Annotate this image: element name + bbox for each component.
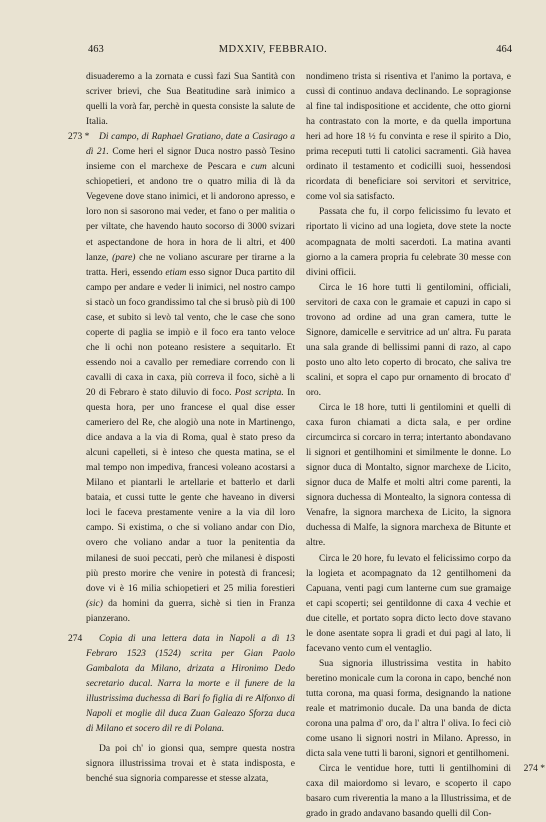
document-273-sic: (sic) <box>86 598 103 609</box>
document-274-heading-text: Copia di una lettera data in Napoli a dì 13 Febraro 1523 (1524) scrita per Gian Paolo Gambalota da Milano, drizata a Hironimo Dedo secretario ducal. Narra la morte e il funere de la illustrissima duchessa di Bari fo figlia di re Alfonxo di Napoli et moglie dil duca Zuan Galeazo Sforza duca di Milano et socero dil re di Polana. <box>86 633 295 735</box>
right-paragraph-3: Circa le 16 hore tutti li gentilomini, officiali, servitori de caxa con le gramaie et capuzi in capo si trovono ad ordine ad una gran camera, tutte le Signore, damicelle e servitrice ad un' altra. Fu parata una sala grande di bellissimi panni di razo, al capo posto uno alto leto coperto di brocato, che saliva tre scalini, et sopra el capo pur ornamento di brocato d' oro. <box>306 282 511 398</box>
document-273-pare: (pare) <box>112 252 136 263</box>
document-273-cum: cum <box>250 162 267 173</box>
margin-number-273: 273 * <box>68 132 90 143</box>
margin-number-274: 274 <box>68 633 83 644</box>
document-274-heading <box>68 632 295 737</box>
right-paragraph-6: Sua signoria illustrissima vestita in habito beretino monicale cum la corona in capo, benché non tutta corona, ma quasi forma, designando la natione reale et matrimonio ducale. Da una banda de dicta corona una palma d' oro, da l' altra l' oliva. Io feci ciò come usano li signori nostri in Milano. Apresso, in dicta sala vene tutti li baroni, signori et gentilhomeni. <box>306 658 511 760</box>
document-273 <box>68 130 296 627</box>
right-paragraph-5: Circa le 20 hore, fu levato el felicissimo corpo da la logieta et acompagnato da 12 gentilhomeni da Capuana, venti pagi cum lanterne cum sue gramaige et capi scoperti; sei gentildonne di caxa 4 vechie et due citelle, et portato sopra dicto lecto dove stavano le done asentate sopra li gradi et dui pagi al lato, li facevano vento cum el ventaglio. <box>306 553 511 654</box>
right-paragraph-2: Passata che fu, il corpo felicissimo fu levato et riportato li vicino ad una logieta, dove stete la nocte acompagnata de molti sacerdoti. La matina avanti giorno a la camera propria fu celebrate 30 messe con divini officii. <box>306 207 511 278</box>
document-273-text-a: Come heri el signor Duca nostro passò Tesino insieme con el marchexe de Pescara e <box>86 147 295 173</box>
running-header <box>0 44 546 64</box>
right-column <box>306 70 545 822</box>
document-274-paragraph: Da poi ch' io gionsi qua, sempre questa nostra signora illustrissima trovai et è stata indisposta, e benché sua signoria comparesse et stesse alzata, <box>86 744 295 785</box>
document-273-text-e: In questa hora, per uno francese el qual dise esser cameriero del Re, che alogiò una note in Martinengo, dice andava a la via di Roma, qual è stato preso da alcuni capelleti, si è inteso che questa matina, se el mal tempo non impediva, francesi voleano acostarsi a Milano et piantarli le artellarie et batterlo et darli bataia, et cussi tutte le gente che haveano in diversi loci le faceva prestamente venire a la via dil loro campo. Si existima, o che si voliano andar con Dio, overo che voliano andar a tuor la penitentia da milanesi de suoi peccati, però che milanesi è disposti più presto morire che venire in potestà di francesi; dove vi è 16 milia schiopetieri et 25 milia forestieri <box>86 387 296 594</box>
document-273-text-d: esso signor Duca partito dil campo per andare e veder li inimici, nel nostro campo si stacò un foco grandissimo tal che si brusò più di 100 case, et subito si levò tal vento, che le case che sono coperte di paglia se impiò e il foco era tanto veloce che li ochi non poteano resistere a sequitarlo. Et essendo noi a cavallo per remediare correndo con li cavalli di caxa in caxa, più correva il foco, sichè a li 20 di Febraro è stato diluvio di foco. <box>86 267 295 398</box>
margin-number-274-right: 274 * <box>523 764 545 775</box>
document-273-etiam: etiam <box>165 267 187 278</box>
document-273-post-scripta: Post scripta. <box>234 387 284 398</box>
right-paragraph-4: Circa le 18 hore, tutti li gentilomini et quelli di caxa furon chiamati a dicta sala, e per ordine circumcirca si corcaro in terra; intertanto abondavano li signori et gentilhomini et similmente le donne. Lo signor duca di Montalto, signor marchexe de Licito, signor duca de Malfe et molti altri come parenti, la signora duchessa di Montealto, la signora contessa di Venafre, la signora marchexa de Licito, la signora duchessa di Malfe, la signora marchexa de Bitunte et altre. <box>306 403 511 549</box>
document-273-text-b: alcuni schiopetieri, et andono tre o quatro milia di là da Vegevene dove stano inimici, et li andorono apresso, e loro non si sasorono mai veder, et fano o per malitia o per viltate, che havendo hauto socorso di 3000 svizari et aspectandone de hora in hora de li altri, et 400 lanze, <box>86 162 296 263</box>
page-number-left: 463 <box>88 44 104 55</box>
right-paragraph-7 <box>306 762 545 822</box>
running-title: MDXXIV, FEBBRAIO. <box>218 44 328 55</box>
paragraph-continuation: disuaderemo a la zornata e cussì fazi Sua Santità con scriver brievi, che Sua Beatitudine sarà inimico a quelli la vorà far, perchè in questa consiste la salute de Italia. <box>86 72 295 128</box>
document-273-heading: Di campo, di Raphael Gratiano, date a Casirago a dì 21. <box>86 132 295 158</box>
right-paragraph-7-text: Circa le ventidue hore, tutti li gentilhomini di caxa dil maiordomo si levaro, e scoperto il capo basaro cum riverentia la mano a la Illustrissima, et de grado in grado andavano basando quelli dil Con- <box>306 764 511 820</box>
document-273-text-f: da homini da guerra, sichè si tien in Franza pianzerano. <box>86 598 295 624</box>
left-column <box>68 70 296 787</box>
right-paragraph-1: nondimeno trista si risentiva et l'animo la portava, e cussì di continuo andava declinando. Le sopragionse al fine tal indispositione et accidente, che otto giorni ha contrastato con la morte, e da quella importuna heri ad hore 18 ½ fu convinta e rese il spirito a Dio, prima receputi tutti li catolici sacramenti. Già havea ordinato il testamento et codicilli suoi, hessendosi ricordata di beneficiare soi servitori et servitrice, come vol sia satisfacto. <box>306 72 511 203</box>
page-number-right: 464 <box>496 44 512 55</box>
document-273-text-c: che ne voliano ascurare per tirarne a la tratta. Heri, essendo <box>86 252 295 278</box>
